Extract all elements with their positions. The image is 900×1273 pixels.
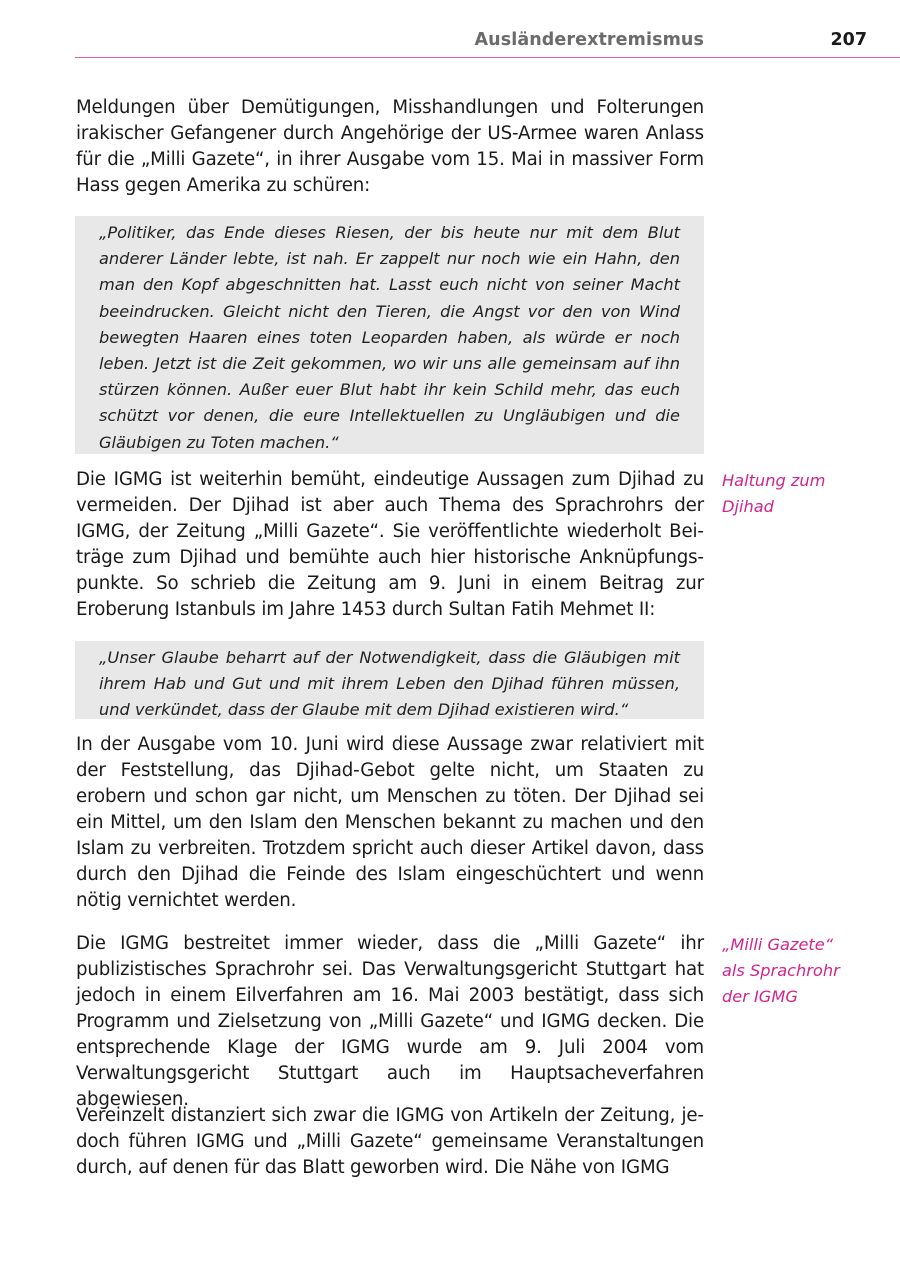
paragraph-4: Die IGMG bestreitet immer wieder, dass die „Milli Gazete“ ihr publizistisches Sprachrohr sei. Das Verwaltungsgericht Stuttgart hat jedoch in einem Eilverfahren am 16. Mai 2003 bestätigt, dass sich Programm und Zielsetzung von „Milli Gazete“ und IGMG decken. Die entsprechende Klage der IGMG wurde am 9. Juli 2004 vom Verwaltungsgericht Stuttgart auch im Hauptsacheverfahren abgewiesen. (76, 933, 704, 1110)
paragraph-5: Vereinzelt distanziert sich zwar die IGMG von Artikeln der Zeitung, jedoch führen IGMG und „Milli Gazete“ gemeinsame Veranstaltungen durch, auf denen für das Blatt geworben wird. Die Nähe von IGMG (76, 1105, 704, 1178)
margin-note-sprachrohr (722, 932, 892, 1010)
paragraph-2: Die IGMG ist weiterhin bemüht, eindeutige Aussagen zum Djihad zu vermeiden. Der Djihad ist aber auch Thema des Sprachrohrs der IGMG, der Zeitung „Milli Gazete“. Sie veröffentlichte wiederholt Beiträge zum Djihad und bemühte auch hier historische Anknüpfungspunkte. So schrieb die Zeitung am 9. Juni in einem Beitrag zur Eroberung Istanbuls im Jahre 1453 durch Sultan Fatih Mehmet II: (76, 469, 704, 620)
margin-note-line: Haltung zum (722, 471, 826, 490)
paragraph-1: Meldungen über Demütigungen, Misshandlungen und Folterungen irakischer Gefangener durch Angehörige der US-Armee waren Anlass für die „Milli Gazete“, in ihrer Ausgabe vom 15. Mai in massiver Form Hass gegen Amerika zu schüren: (76, 97, 704, 196)
section-title: Ausländerextremismus (474, 30, 704, 50)
margin-note-djihad (722, 468, 892, 520)
margin-note-line: Djihad (722, 497, 774, 516)
margin-note-line: als Sprachrohr (722, 961, 840, 980)
quote-block-1: „Politiker, das Ende dieses Riesen, der bis heute nur mit dem Blut anderer Länder lebte, ist nah. Er zappelt nur noch wie ein Hahn, den man den Kopf abgeschnitten hat. Lasst euch nicht von seiner Macht beeindrucken. Gleicht nicht den Tieren, die Angst vor den von Wind bewegten Haaren eines toten Leoparden haben, als würde er noch leben. Jetzt ist die Zeit gekommen, wo wir uns alle gemeinsam auf ihn stürzen können. Außer euer Blut habt ihr kein Schild mehr, das euch schützt vor denen, die eure Intellektuellen zu Ungläubigen und die Gläubigen zu Toten machen.“ (75, 216, 704, 454)
paragraph-3: In der Ausgabe vom 10. Juni wird diese Aussage zwar relativiert mit der Feststellung, das Djihad-Gebot gelte nicht, um Staaten zu erobern und schon gar nicht, um Menschen zu töten. Der Djihad sei ein Mittel, um den Islam den Menschen bekannt zu machen und den Islam zu verbreiten. Trotzdem spricht auch dieser Artikel davon, dass durch den Djihad die Feinde des Islam eingeschüchtert und wenn nötig vernichtet werden. (76, 734, 704, 911)
page-number: 207 (830, 30, 867, 50)
margin-note-line: „Milli Gazete“ (722, 935, 834, 954)
quote-block-2: „Unser Glaube beharrt auf der Notwendigkeit, dass die Gläubigen mit ihrem Hab und Gut und mit ihrem Leben den Djihad führen müssen, und verkündet, dass der Glaube mit dem Djihad existieren wird.“ (75, 641, 704, 719)
header-rule (75, 57, 900, 58)
margin-note-line: der IGMG (722, 987, 798, 1006)
